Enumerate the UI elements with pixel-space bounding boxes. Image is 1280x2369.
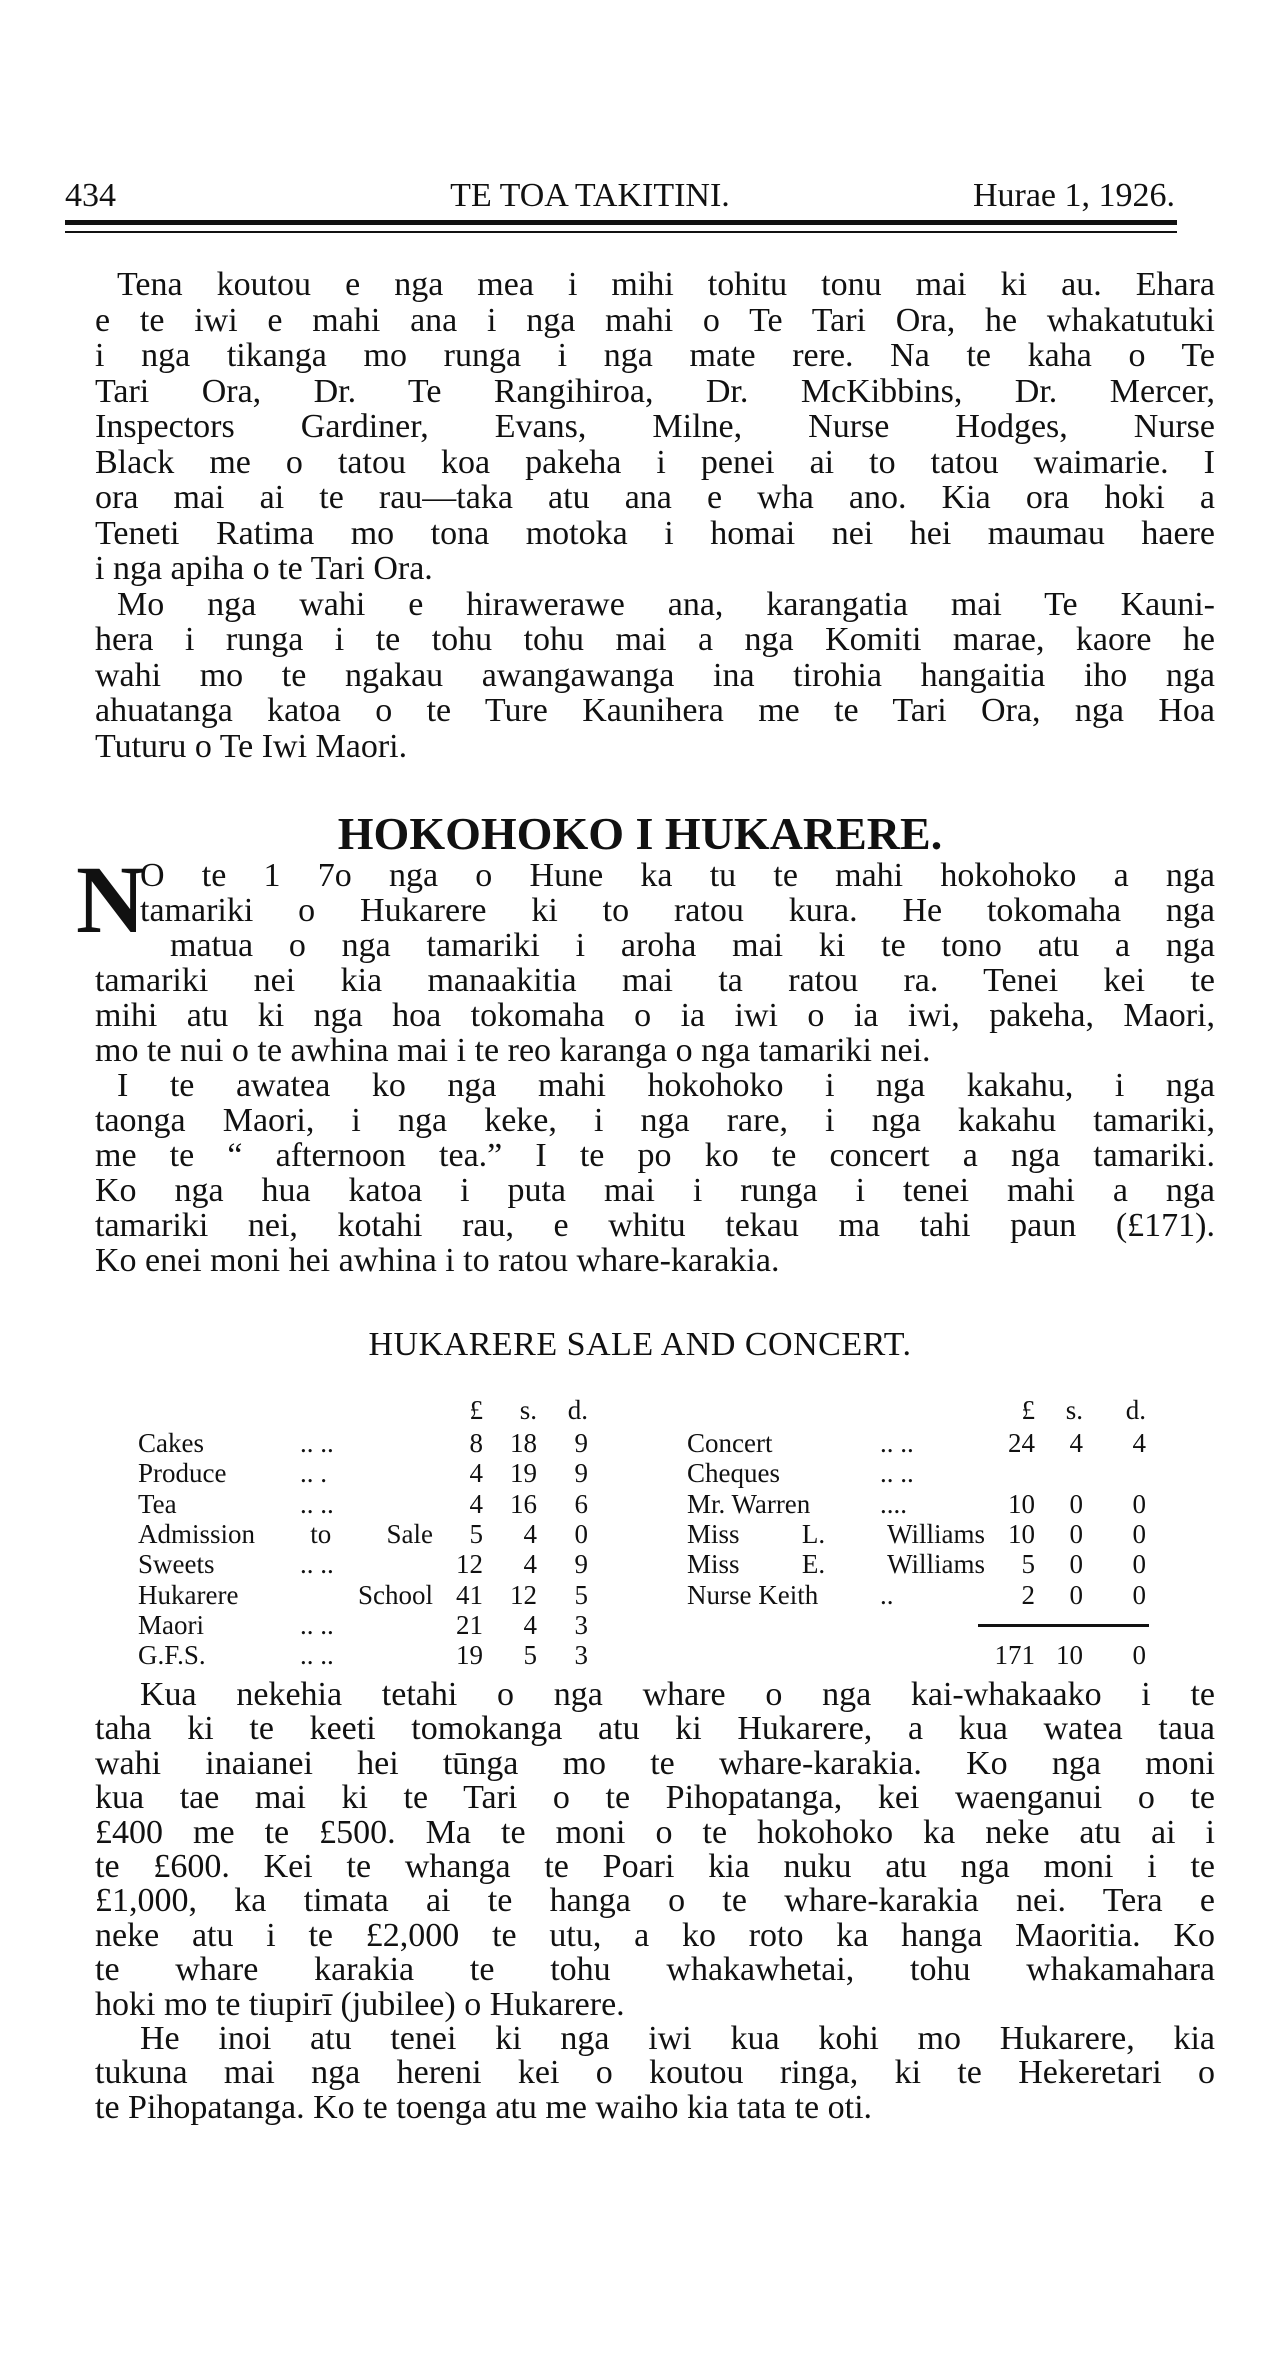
amount-shillings: 18 — [510, 1428, 537, 1458]
row-label: Admission to Sale — [138, 1518, 433, 1549]
row-label: Hukarere School — [138, 1579, 433, 1610]
text-line: £400 me te £500. Ma te moni o te hokohoko ka neke atu ai i — [95, 1813, 1215, 1851]
row-label: G.F.S. — [138, 1640, 206, 1671]
amount-pounds: 4 — [469, 1488, 483, 1519]
amount-shillings: 19 — [510, 1458, 537, 1489]
row-label: Miss E. Williams — [687, 1549, 985, 1580]
column-header: d. — [567, 1395, 588, 1425]
text-line: Inspectors Gardiner, Evans, Milne, Nurse Hodges, Nurse — [95, 408, 1215, 445]
text-line: me te “ afternoon tea.” I te po ko te concert a nga tamariki. — [95, 1137, 1215, 1174]
amount-shillings: 4 — [523, 1549, 537, 1580]
amount-pounds: 41 — [456, 1579, 483, 1610]
text-line: taonga Maori, i nga keke, i nga rare, i nga kakahu tamariki, — [95, 1102, 1215, 1139]
amount-pence: 0 — [1132, 1488, 1146, 1519]
text-line: O te 1 7o nga o Hune ka tu te mahi hokohoko a nga — [140, 857, 1215, 894]
leader-dots: .. . — [300, 1458, 327, 1489]
text-line: Mo nga wahi e hirawerawe ana, karangatia mai Te Kauni- — [117, 585, 1215, 623]
text-line: wahi mo te ngakau awangawanga ina tirohia hangaitia iho nga — [95, 656, 1215, 694]
amount-shillings: 4 — [523, 1518, 537, 1549]
text-line: te Pihopatanga. Ko te toenga atu me waiho kia tata te oti. — [95, 2088, 873, 2126]
amount-pounds: 19 — [456, 1640, 483, 1671]
text-line: ora mai ai te rau—taka atu ana e wha ano. Kia ora hoki a — [95, 479, 1215, 516]
text-line: Black me o tatou koa pakeha i penei ai to tatou waimarie. I — [95, 443, 1215, 481]
publication-title: TE TOA TAKITINI. — [450, 177, 730, 214]
text-line: £1,000, ka timata ai te hanga o te whare-karakia nei. Tera e — [95, 1882, 1215, 1920]
text-line: neke atu i te £2,000 te utu, a ko roto ka hanga Maoritia. Ko — [95, 1916, 1215, 1954]
text-line: Tari Ora, Dr. Te Rangihiroa, Dr. McKibbins, Dr. Mercer, — [95, 372, 1215, 410]
leader-dots: .. — [880, 1579, 894, 1610]
amount-shillings: 0 — [1069, 1579, 1083, 1610]
row-label: Maori — [138, 1609, 204, 1640]
text-line: Ko enei moni hei awhina i to ratou whare-karakia. — [95, 1242, 780, 1279]
intro-section — [95, 267, 1215, 764]
row-label: Sweets — [138, 1549, 215, 1580]
amount-shillings: 16 — [510, 1488, 537, 1519]
leader-dots: .. .. — [300, 1488, 334, 1519]
header-rule-thick — [65, 220, 1177, 225]
leader-dots: .. .. — [300, 1609, 334, 1640]
row-label: Cheques — [687, 1458, 780, 1489]
amount-pence: 0 — [574, 1518, 588, 1549]
text-line: Ko nga hua katoa i puta mai i runga i tenei mahi a nga — [95, 1172, 1215, 1209]
column-header: £ — [1021, 1395, 1035, 1425]
row-label: Mr. Warren — [687, 1488, 811, 1519]
amount-pounds: 24 — [1008, 1428, 1035, 1458]
amount-shillings: 4 — [523, 1609, 537, 1640]
text-line: tukuna mai nga hereni kei o koutou ringa, ki te Hekeretari o — [95, 2054, 1215, 2092]
amount-pence: 9 — [574, 1458, 588, 1489]
row-label: Miss L. Williams — [687, 1518, 985, 1549]
amount-pence: 5 — [574, 1579, 588, 1610]
text-line: i nga apiha o te Tari Ora. — [95, 550, 433, 587]
leader-dots: .... — [880, 1488, 907, 1519]
page-number: 434 — [65, 177, 116, 214]
column-header: d. — [1125, 1395, 1146, 1425]
text-line: Tena koutou e nga mea i mihi tohitu tonu mai ki au. Ehara — [117, 266, 1215, 303]
text-line: I te awatea ko nga mahi hokohoko i nga kakahu, i nga — [117, 1067, 1215, 1104]
amount-shillings: 5 — [523, 1640, 537, 1671]
text-line: matua o nga tamariki i aroha mai ki te tono atu a nga — [170, 927, 1215, 964]
text-line: wahi inaianei hei tūnga mo te whare-karakia. Ko nga moni — [95, 1744, 1215, 1782]
leader-dots: .. .. — [880, 1428, 914, 1458]
text-line: Kua nekehia tetahi o nga whare o nga kai-whakaako i te — [140, 1676, 1215, 1713]
drop-cap: N — [76, 846, 146, 953]
leader-dots: .. .. — [300, 1428, 334, 1458]
leader-dots: .. .. — [300, 1640, 334, 1671]
row-label: Nurse Keith — [687, 1579, 819, 1610]
amount-pounds: 10 — [1008, 1518, 1035, 1549]
row-label: Concert — [687, 1428, 773, 1458]
issue-date: Hurae 1, 1926. — [972, 177, 1175, 214]
amount-shillings: 0 — [1069, 1488, 1083, 1519]
text-line: tamariki nei, kotahi rau, e whitu tekau ma tahi paun (£171). — [95, 1207, 1215, 1244]
amount-pence: 3 — [574, 1609, 588, 1640]
amount-pounds: 5 — [469, 1518, 483, 1549]
table-heading: HUKARERE SALE AND CONCERT. — [368, 1326, 912, 1363]
leader-dots: .. .. — [880, 1458, 914, 1489]
total-rule — [978, 1624, 1149, 1627]
header-rule-thin — [65, 231, 1177, 233]
text-line: mihi atu ki nga hoa tokomaha o ia iwi o ia iwi, pakeha, Maori, — [95, 997, 1215, 1034]
column-header: s. — [1065, 1395, 1083, 1425]
article-body — [95, 858, 1215, 1278]
text-line: e te iwi e mahi ana i nga mahi o Te Tari Ora, he whakatutuki — [95, 301, 1215, 339]
amount-pounds: 10 — [1008, 1488, 1035, 1519]
text-line: Tuturu o Te Iwi Maori. — [95, 727, 408, 765]
amount-pounds: 8 — [469, 1428, 483, 1458]
amount-pounds: 21 — [456, 1609, 483, 1640]
amount-pence: 6 — [574, 1488, 588, 1519]
text-line: te £600. Kei te whanga te Poari kia nuku atu nga moni i te — [95, 1847, 1215, 1885]
text-line: te whare karakia te tohu whakawhetai, tohu whakamahara — [95, 1951, 1215, 1989]
text-line: hoki mo te tiupirī (jubilee) o Hukarere. — [95, 1985, 625, 2023]
amount-pounds: 2 — [1021, 1579, 1035, 1610]
column-header: £ — [469, 1395, 483, 1425]
row-label: Produce — [138, 1458, 227, 1489]
amount-pence: 9 — [574, 1549, 588, 1580]
row-label: Cakes — [138, 1428, 204, 1458]
total-pence: 0 — [1132, 1640, 1146, 1671]
text-line: i nga tikanga mo runga i nga mate rere. Na te kaha o Te — [95, 337, 1215, 374]
amount-pence: 9 — [574, 1428, 588, 1458]
article-heading: HOKOHOKO I HUKARERE. — [337, 808, 943, 859]
text-line: taha ki te keeti tomokanga atu ki Hukarere, a kua watea taua — [95, 1710, 1215, 1748]
leader-dots: .. .. — [300, 1549, 334, 1580]
closing-section — [95, 1678, 1215, 2125]
text-line: Teneti Ratima mo tona motoka i homai nei hei maumau haere — [95, 514, 1215, 552]
text-line: hera i runga i te tohu tohu mai a nga Komiti marae, kaore he — [95, 621, 1215, 658]
amount-pounds: 5 — [1021, 1549, 1035, 1580]
text-line: kua tae mai ki te Tari o te Pihopatanga, kei waenganui o te — [95, 1779, 1215, 1817]
amount-shillings: 12 — [510, 1579, 537, 1610]
amount-shillings: 0 — [1069, 1549, 1083, 1580]
amount-pence: 0 — [1132, 1518, 1146, 1549]
row-label: Tea — [138, 1488, 177, 1519]
amount-pence: 0 — [1132, 1549, 1146, 1580]
total-pounds: 171 — [994, 1640, 1035, 1671]
amount-pounds: 12 — [456, 1549, 483, 1580]
amount-shillings: 4 — [1069, 1428, 1083, 1458]
amount-pence: 4 — [1132, 1428, 1146, 1458]
amount-shillings: 0 — [1069, 1518, 1083, 1549]
text-line: He inoi atu tenei ki nga iwi kua kohi mo Hukarere, kia — [140, 2019, 1215, 2057]
text-line: mo te nui o te awhina mai i te reo karanga o nga tamariki nei. — [95, 1032, 931, 1069]
text-line: ahuatanga katoa o te Ture Kaunihera me te Tari Ora, nga Hoa — [95, 692, 1215, 729]
text-line: tamariki nei kia manaakitia mai ta ratou ra. Tenei kei te — [95, 962, 1215, 999]
column-header: s. — [519, 1395, 537, 1425]
amount-pounds: 4 — [469, 1458, 483, 1489]
amount-pence: 3 — [574, 1640, 588, 1671]
total-shillings: 10 — [1056, 1640, 1083, 1671]
text-line: tamariki o Hukarere ki to ratou kura. He tokomaha nga — [140, 892, 1215, 929]
amount-pence: 0 — [1132, 1579, 1146, 1610]
